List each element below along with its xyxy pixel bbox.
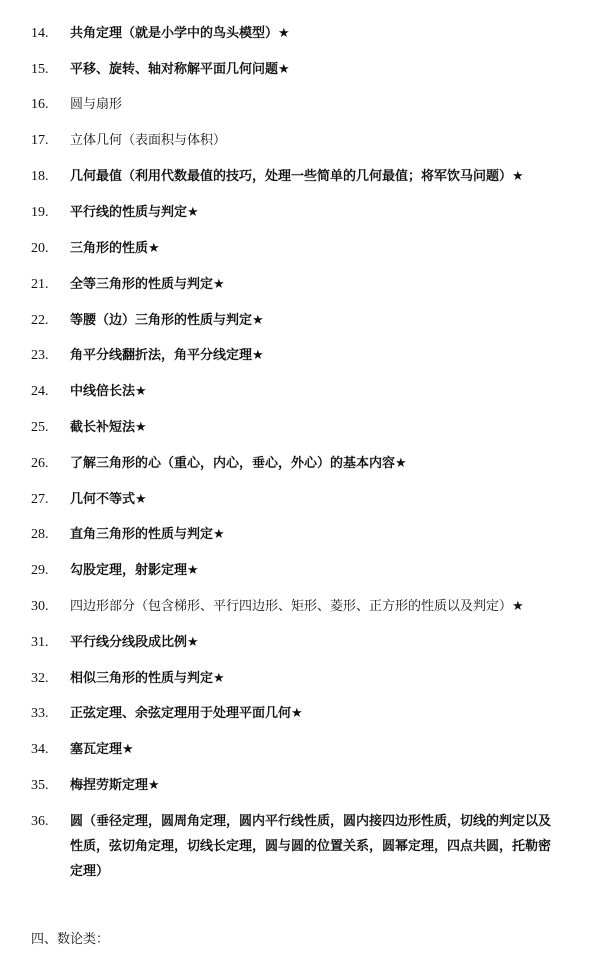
item-text: 三角形的性质★ [70, 241, 160, 256]
item-number: 25. [31, 420, 49, 435]
item-number: 36. [31, 814, 49, 829]
item-text: 截长补短法★ [70, 420, 147, 435]
item-number: 23. [31, 348, 49, 363]
item-number: 20. [31, 241, 49, 256]
item-number: 24. [31, 384, 49, 399]
item-number: 34. [31, 742, 49, 757]
item-number: 26. [31, 456, 49, 471]
item-number: 16. [31, 97, 49, 112]
item-number: 21. [31, 277, 49, 292]
item-text: 平行线分线段成比例★ [70, 635, 199, 650]
item-number: 31. [31, 635, 49, 650]
item-number: 17. [31, 133, 49, 148]
item-text: 圆（垂径定理，圆周角定理，圆内平行线性质，圆内接四边形性质，切线的判定以及性质，弦切角定理，切线长定理，圆与圆的位置关系，圆幂定理，四点共圆，托勒密定理） [70, 814, 552, 879]
item-text: 等腰（边）三角形的性质与判定★ [70, 313, 264, 328]
item-text: 四边形部分（包含梯形、平行四边形、矩形、菱形、正方形的性质以及判定）★ [70, 599, 524, 614]
item-number: 18. [31, 169, 49, 184]
section-heading: 四、数论类： [31, 932, 110, 947]
item-text: 勾股定理，射影定理★ [70, 563, 199, 578]
item-number: 27. [31, 492, 49, 507]
item-text: 几何最值（利用代数最值的技巧，处理一些简单的几何最值；将军饮马问题）★ [70, 169, 524, 184]
item-number: 15. [31, 62, 49, 77]
item-number: 29. [31, 563, 49, 578]
item-number: 35. [31, 778, 49, 793]
item-number: 19. [31, 205, 49, 220]
item-text: 中线倍长法★ [70, 384, 147, 399]
item-text: 全等三角形的性质与判定★ [70, 277, 225, 292]
item-number: 30. [31, 599, 49, 614]
item-number: 32. [31, 671, 49, 686]
item-text: 相似三角形的性质与判定★ [70, 671, 225, 686]
item-text: 塞瓦定理★ [70, 742, 134, 757]
item-text: 角平分线翻折法，角平分线定理★ [70, 348, 264, 363]
item-text: 几何不等式★ [70, 492, 147, 507]
item-text: 了解三角形的心（重心，内心，垂心，外心）的基本内容★ [70, 456, 407, 471]
item-text: 直角三角形的性质与判定★ [70, 527, 225, 542]
item-text: 圆与扇形 [70, 97, 123, 112]
item-number: 33. [31, 706, 49, 721]
item-number: 28. [31, 527, 49, 542]
item-text: 平行线的性质与判定★ [70, 205, 199, 220]
item-text: 共角定理（就是小学中的鸟头模型）★ [70, 26, 290, 41]
item-text: 正弦定理、余弦定理用于处理平面几何★ [70, 706, 303, 721]
item-text: 梅捏劳斯定理★ [70, 778, 160, 793]
item-text: 立体几何（表面积与体积） [70, 133, 227, 148]
item-text: 平移、旋转、轴对称解平面几何问题★ [70, 62, 290, 77]
item-number: 14. [31, 26, 49, 41]
item-number: 22. [31, 313, 49, 328]
